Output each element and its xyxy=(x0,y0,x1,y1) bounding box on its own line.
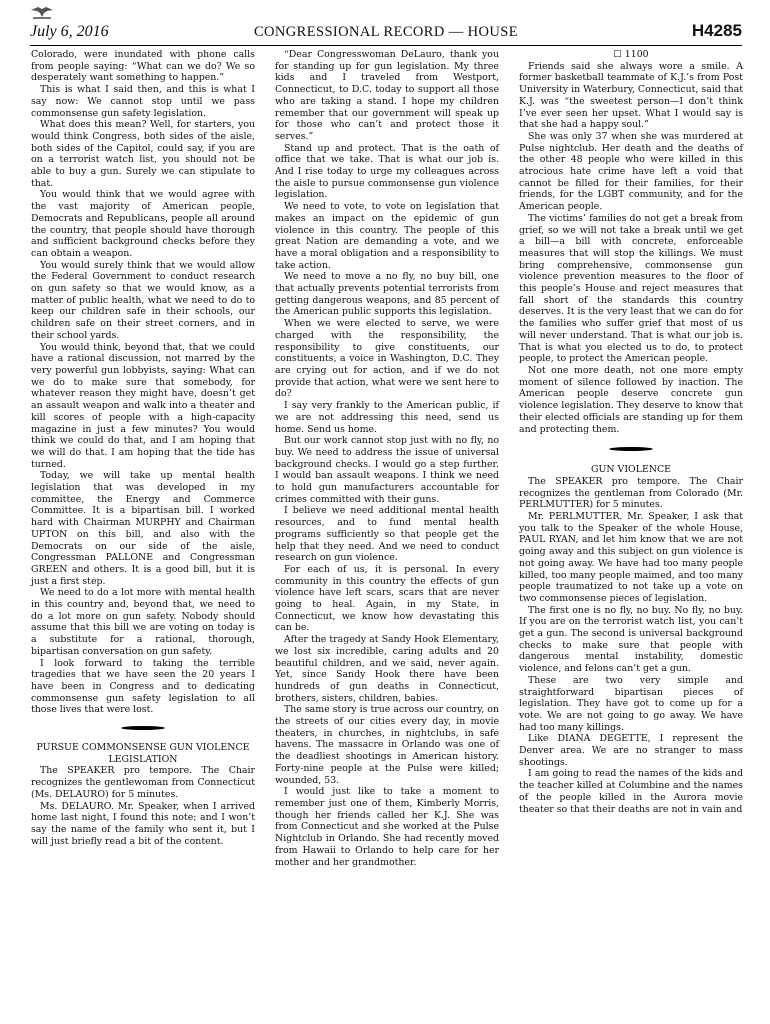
section-heading: PURSUE COMMONSENSE GUN VIOLENCE LEGISLATION xyxy=(36,742,250,765)
section-separator xyxy=(121,726,165,730)
paragraph: Not one more death, not one more empty moment of silence followed by inaction. The American people deserve concrete gun violence legislation. They deserve to know that their elected officials are standing up for them and protecting them. xyxy=(519,364,743,435)
paragraph: Mr. PERLMUTTER. Mr. Speaker, I ask that you talk to the Speaker of the whole House, PAUL RYAN, and let him know that we are not going away and this subject on gun violence is not going away. We have had too many people killed, too many people maimed, and too many people traumatized to not take up a vote on two commonsense pieces of legislation. xyxy=(519,511,743,604)
paragraph: The first one is no fly, no buy. No fly, no buy. If you are on the terrorist watch list, you can’t get a gun. The second is universal background checks to make sure that people with dangerous mental instability, domestic violence, and felons can’t get a gun. xyxy=(519,604,743,675)
paragraph: Ms. DELAURO. Mr. Speaker, when I arrived home last night, I found this note; and I won’t say the name of the family who sent it, but I will just briefly read a bit of the content. xyxy=(31,800,255,847)
paragraph: For each of us, it is personal. In every community in this country the effects of gun violence have left scars, scars that are never going to heal. Again, in my State, in Connecticut, we know how devastating this can be. xyxy=(275,563,499,634)
paragraph: I would just like to take a moment to remember just one of them, Kimberly Morris, though her friends called her K.J. She was from Connecticut and she worked at the Pulse Nightclub in Orlando. She had recently moved from Hawaii to Orlando to help care for her mother and her grandmother. xyxy=(275,786,499,868)
paragraph: “Dear Congresswoman DeLauro, thank you for standing up for gun legislation. My three kids and I traveled from Westport, Connecticut, to D.C. today to support all those who are taking a stand. I hope my children remember that our government will speak up for those who can’t and protect those it serves.” xyxy=(275,49,499,142)
paragraph: I look forward to taking the terrible tragedies that we have seen the 20 years I have been in Congress and to dedicating commonsense gun safety legislation to all those lives that were lost. xyxy=(31,657,255,716)
paragraph: Friends said she always wore a smile. A former basketball teammate of K.J.’s from Post University in Waterbury, Connecticut, said that K.J. was “the sweetest person—I don’t think I’ve ever seen her upset. What I would say is that she had a happy soul.” xyxy=(519,60,743,131)
paragraph: You would think, beyond that, that we could have a rational discussion, not marred by the very powerful gun lobbyists, saying: What can we do to make sure that somebody, for whatever reason they might have, doesn’t get an assault weapon and walk into a theater and kill scores of people with a high-capacity magazine in just a few minutes? You would think we could do that, and I am hoping that we will do that. I am hoping that the tide has turned. xyxy=(31,341,255,470)
running-header xyxy=(30,16,742,46)
paragraph: These are two very simple and straightforward bipartisan pieces of legislation. They have got to come up for a vote. We are not going to go away. We have had too many killings. xyxy=(519,674,743,733)
paragraph: But our work cannot stop just with no fly, no buy. We need to address the issue of universal background checks. I would go a step further. I would ban assault weapons. I think we need to hold gun manufacturers accountable for crimes committed with their guns. xyxy=(275,435,499,505)
text-column-1 xyxy=(31,49,255,847)
paragraph: This is what I said then, and this is what I say now: We cannot stop until we pass commonsense gun safety legislation. xyxy=(31,84,255,119)
text-column-3 xyxy=(519,49,743,815)
paragraph: The victims’ families do not get a break from grief, so we will not take a break until we get a bill—a bill with concrete, enforceable measures that will stop the killings. We must bring comprehensive, commonsense gun violence prevention measures to the floor of this people’s House and reject measures that fall short of the standards this country deserves. It is the very least that we can do for the families who suffer grief that most of us will never understand. That is what our job is. That is what you elected us to do, to protect people, to protect the American people. xyxy=(519,212,743,365)
paragraph: Stand up and protect. That is the oath of office that we take. That is what our job is. And I rise today to urge my colleagues across the aisle to pursue commonsense gun violence legislation. xyxy=(275,142,499,201)
section-heading: GUN VIOLENCE xyxy=(590,464,672,476)
paragraph: She was only 37 when she was murdered at Pulse nightclub. Her death and the deaths of the other 48 people who were killed in this atrocious hate crime have left a void that cannot be filled for their families, for their friends, for the LGBT community, and for the American people. xyxy=(519,130,743,213)
paragraph: The same story is true across our country, on the streets of our cities every day, in movie theaters, in churches, in nightclubs, in safe havens. The massacre in Orlando was one of the deadliest shootings in American history. Forty-nine people at the Pulse were killed; wounded, 53. xyxy=(275,704,499,786)
paragraph: Today, we will take up mental health legislation that was developed in my committee, the Energy and Commerce Committee. It is a bipartisan bill. I worked hard with Chairman MURPHY and Chairman UPTON on this bill, and also with the Democrats on our side of the aisle, Congressman PALLONE and Congressman GREEN and others. It is a good bill, but it is just a first step. xyxy=(31,470,255,587)
paragraph: We need to do a lot more with mental health in this country and, beyond that, we need to do a lot more on gun safety. Nobody should assume that this bill we are voting on today is a substitute for a rational, thorough, bipartisan conversation on gun safety. xyxy=(31,587,255,657)
section-separator xyxy=(609,447,653,451)
paragraph: I am going to read the names of the kids and the teacher killed at Columbine and the names of the people killed in the Aurora movie theater so that their deaths are not in vain and xyxy=(519,768,743,815)
paragraph: The SPEAKER pro tempore. The Chair recognizes the gentleman from Colorado (Mr. PERLMUTTER) for 5 minutes. xyxy=(519,475,743,511)
paragraph: I say very frankly to the American public, if we are not addressing this need, send us home. Send us home. xyxy=(275,400,499,435)
time-marker: ☐ 1100 xyxy=(613,49,649,60)
page-number: H4285 xyxy=(691,21,742,40)
paragraph: I believe we need additional mental health resources, and to fund mental health programs sufficiently so that people get the help that they need. And we need to conduct research on gun violence. xyxy=(275,505,499,564)
header-date: July 6, 2016 xyxy=(30,23,109,40)
header-title: CONGRESSIONAL RECORD — HOUSE xyxy=(253,24,519,40)
text-column-2 xyxy=(275,49,499,868)
paragraph: We need to vote, to vote on legislation that makes an impact on the epidemic of gun violence in this country. The people of this great Nation are demanding a vote, and we have a moral obligation and a responsibility to take action. xyxy=(275,201,499,271)
paragraph: What does this mean? Well, for starters, you would think Congress, both sides of the aisle, both sides of the Capitol, could say, if you are on a terrorist watch list, you should not be able to buy a gun. Surely we can stipulate to that. xyxy=(31,119,255,189)
paragraph: Colorado, were inundated with phone calls from people saying: “What can we do? We so desperately want something to happen.” xyxy=(31,49,255,84)
paragraph: The SPEAKER pro tempore. The Chair recognizes the gentlewoman from Connecticut (Ms. DELAURO) for 5 minutes. xyxy=(31,765,255,800)
paragraph: You would think that we would agree with the vast majority of American people, Democrats and Republicans, people all around the country, that people should have thorough and sufficient background checks before they can obtain a weapon. xyxy=(31,189,255,259)
paragraph: When we were elected to serve, we were charged with the responsibility, the responsibility to give constituents, our constituents, a voice in Washington, D.C. They are crying out for action, and if we do not provide that action, what were we sent here to do? xyxy=(275,318,499,400)
paragraph: After the tragedy at Sandy Hook Elementary, we lost six incredible, caring adults and 20 beautiful children, and we said, never again. Yet, since Sandy Hook there have been hundreds of gun deaths in Connecticut, brothers, sisters, children, babies. xyxy=(275,634,499,704)
paragraph: You would surely think that we would allow the Federal Government to conduct research on gun safety so that we would know, as a matter of public health, what we need to do to keep our children safe in their schools, our children safe on their street corners, and in their school yards. xyxy=(31,259,255,341)
paragraph: Like DIANA DEGETTE, I represent the Denver area. We are no stranger to mass shootings. xyxy=(519,733,743,768)
paragraph: We need to move a no fly, no buy bill, one that actually prevents potential terrorists from getting dangerous weapons, and 85 percent of the American public supports this legislation. xyxy=(275,271,499,318)
